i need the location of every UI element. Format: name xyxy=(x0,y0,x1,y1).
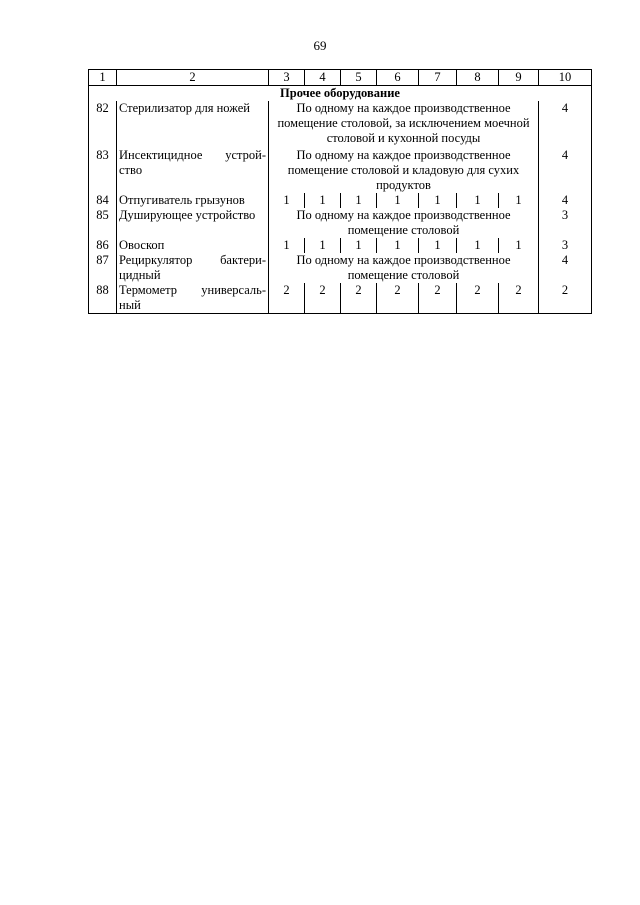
quantity-cell: 2 xyxy=(269,283,305,314)
item-name-line: Стерилизатор для ножей xyxy=(119,101,250,115)
quantity-cell: 1 xyxy=(515,193,522,207)
row-number: 86 xyxy=(89,238,117,253)
header-cell: 9 xyxy=(499,70,539,86)
row-number: 87 xyxy=(89,253,117,283)
quantity-cell: 1 xyxy=(377,238,419,253)
table-row xyxy=(89,253,592,283)
quantity-cell: 2 xyxy=(457,283,499,314)
quantity-cell: 2 xyxy=(341,283,377,314)
item-name xyxy=(117,101,269,146)
section-row xyxy=(89,86,592,102)
last-column-value: 4 xyxy=(539,253,592,283)
section-title: Прочее оборудование xyxy=(89,86,592,102)
quantity-cell: 2 xyxy=(305,283,341,314)
header-cell: 10 xyxy=(539,70,592,86)
item-name-line: Инсектицидное устрой- xyxy=(119,148,266,162)
quantity-cell: 1 xyxy=(457,193,499,208)
quantity-cell: 2 xyxy=(499,283,539,314)
last-column-value: 4 xyxy=(539,101,592,146)
item-name xyxy=(117,238,269,253)
item-name xyxy=(117,253,269,283)
equipment-table xyxy=(88,69,592,314)
item-name-line: Рециркулятор бактери- xyxy=(119,253,266,267)
merged-quantity-note: По одному на каждое производственное помещение столовой и кладовую для сухих продуктов xyxy=(287,148,520,192)
row-number: 84 xyxy=(89,193,117,208)
quantity-cell: 1 xyxy=(341,238,377,253)
header-cell: 6 xyxy=(377,70,419,86)
header-cell: 1 xyxy=(89,70,117,86)
merged-quantity-note: По одному на каждое производственное помещение столовой, за исключением моечной столовой и кухонной посуды xyxy=(277,101,530,145)
header-row xyxy=(89,70,592,86)
quantity-cell: 1 xyxy=(515,238,522,252)
merged-quantity-note: По одному на каждое производственное помещение столовой xyxy=(296,253,511,282)
table-row xyxy=(89,146,592,193)
quantity-cell: 1 xyxy=(419,238,457,253)
item-name-line: Термометр универсаль- xyxy=(119,283,266,297)
quantity-cell: 1 xyxy=(269,238,305,253)
quantity-cell: 1 xyxy=(269,193,305,208)
quantity-cell: 1 xyxy=(419,193,457,208)
last-column-value: 4 xyxy=(539,193,592,208)
header-cell: 7 xyxy=(419,70,457,86)
quantity-cell: 1 xyxy=(305,193,341,208)
header-cell: 2 xyxy=(117,70,269,86)
header-cell: 5 xyxy=(341,70,377,86)
table-row xyxy=(89,208,592,238)
header-cell: 3 xyxy=(269,70,305,86)
page-number: 69 xyxy=(313,38,327,53)
item-name xyxy=(117,208,269,238)
last-column-value: 3 xyxy=(539,238,592,253)
item-name-line: Отпугиватель грызунов xyxy=(119,193,245,207)
merged-quantity-note: По одному на каждое производственное помещение столовой xyxy=(296,208,511,237)
row-number: 83 xyxy=(89,146,117,193)
quantity-cell: 1 xyxy=(377,193,419,208)
row-number: 88 xyxy=(89,283,117,314)
table-row xyxy=(89,101,592,146)
quantity-cell: 1 xyxy=(341,193,377,208)
table-row xyxy=(89,238,592,253)
header-cell: 4 xyxy=(305,70,341,86)
last-column-value: 3 xyxy=(539,208,592,238)
quantity-cell: 2 xyxy=(419,283,457,314)
last-column-value: 4 xyxy=(539,146,592,193)
last-column-value: 2 xyxy=(539,283,592,314)
item-name-line: Душирующее устройство xyxy=(119,208,256,222)
item-name-line: ство xyxy=(119,163,143,177)
quantity-cell: 1 xyxy=(305,238,341,253)
item-name-line: цидный xyxy=(119,268,161,282)
table-row xyxy=(89,193,592,208)
table-row xyxy=(89,283,592,314)
item-name xyxy=(117,146,269,193)
quantity-cell: 1 xyxy=(457,238,499,253)
row-number: 85 xyxy=(89,208,117,238)
item-name-line: ный xyxy=(119,298,141,312)
item-name xyxy=(117,193,269,208)
quantity-cell: 2 xyxy=(377,283,419,314)
item-name xyxy=(117,283,269,314)
row-number: 82 xyxy=(89,101,117,146)
item-name-line: Овоскоп xyxy=(119,238,165,252)
header-cell: 8 xyxy=(457,70,499,86)
